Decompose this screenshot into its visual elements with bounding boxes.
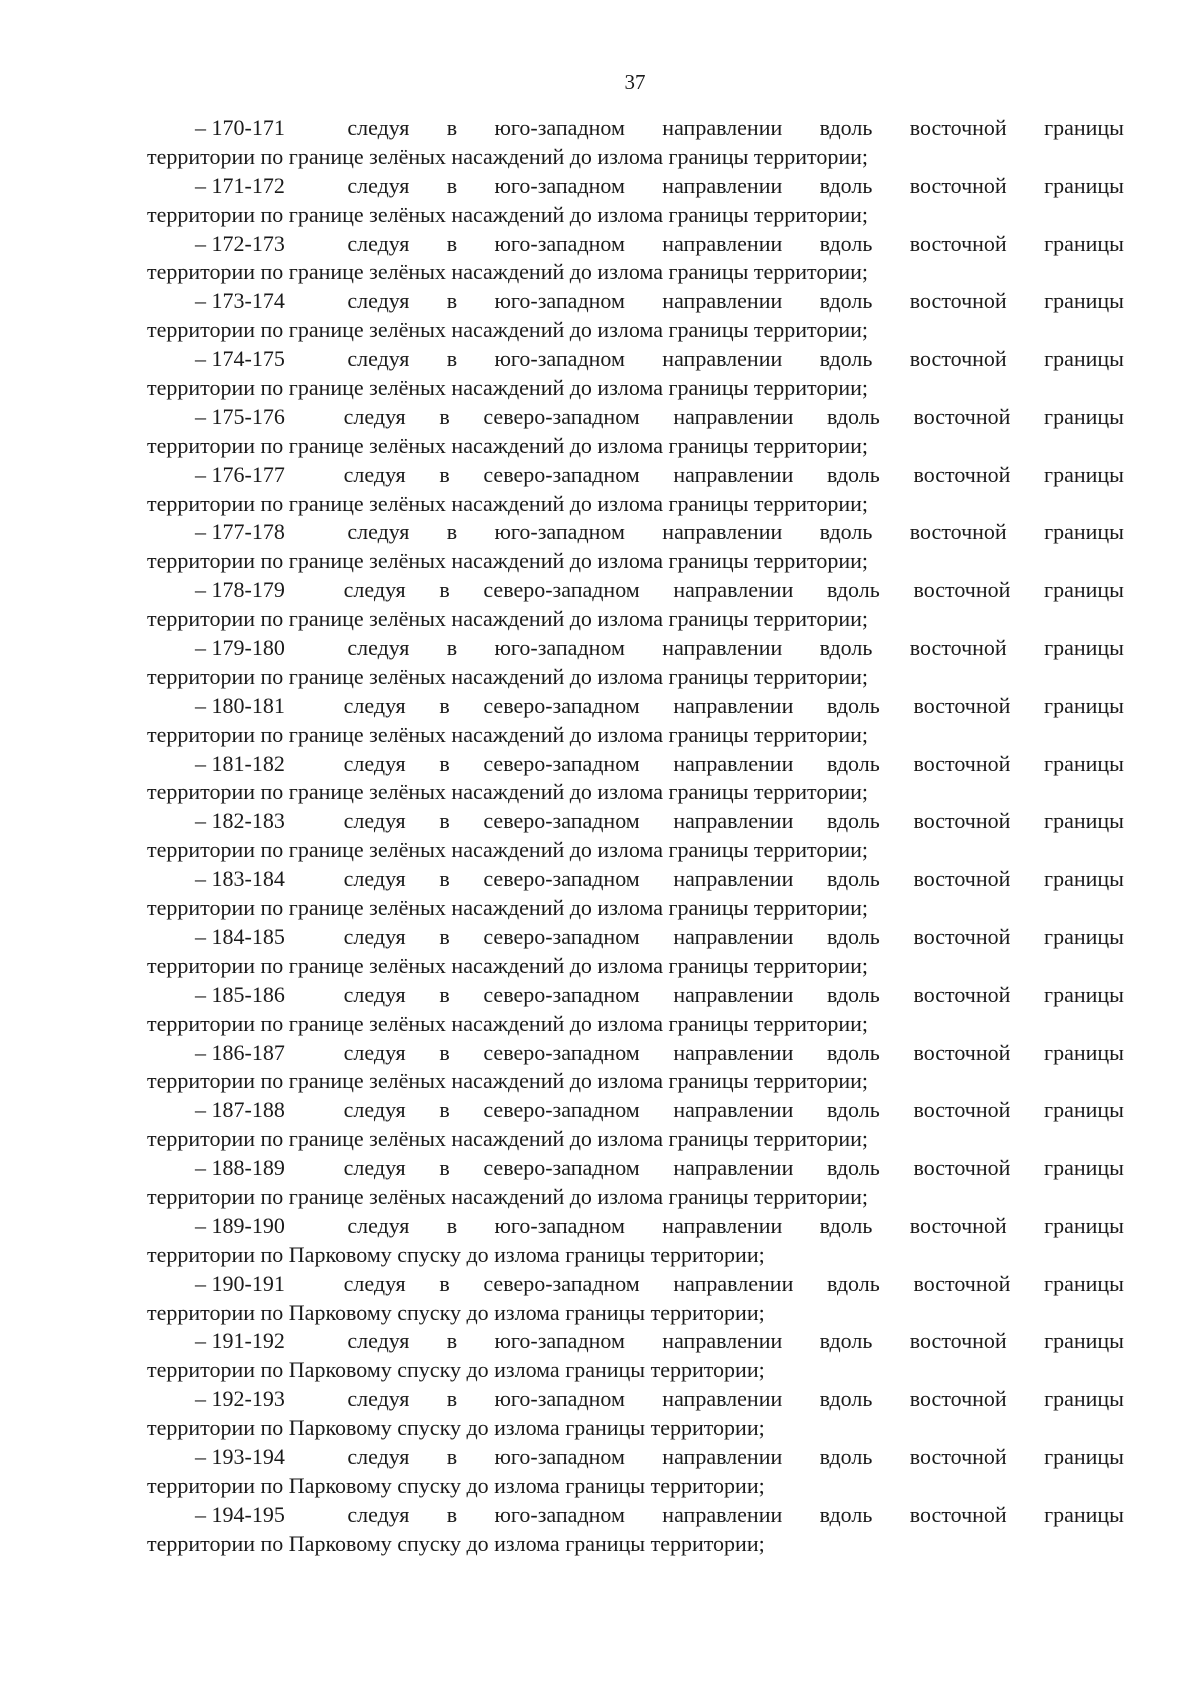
- entry-word: следуя: [347, 519, 410, 545]
- entry-word: юго-западном: [494, 115, 625, 140]
- entry-word: вдоль: [827, 808, 880, 834]
- entry-word: направлении: [662, 1212, 783, 1238]
- entry-first-line: [147, 518, 1124, 547]
- entry-word: границы: [1044, 403, 1124, 429]
- segment-range: – 191-192: [195, 1328, 285, 1354]
- entry-first-line: [147, 1039, 1124, 1068]
- entry-word: восточной: [909, 230, 1007, 256]
- entry-word: в: [446, 1212, 458, 1238]
- entry-first-line: [147, 981, 1124, 1010]
- entry-word: в: [439, 808, 450, 834]
- segment-range: – 185-186: [195, 981, 285, 1007]
- entry-word: восточной: [909, 172, 1007, 198]
- boundary-segment-entry: [147, 287, 1124, 345]
- entry-continuation: территории по Парковому спуску до излома границы территории;: [147, 1472, 765, 1498]
- entry-word: следуя: [343, 923, 406, 949]
- boundary-segment-entry: [147, 1327, 1124, 1385]
- entry-word: северо-западном: [483, 981, 640, 1007]
- entry-word: вдоль: [819, 346, 873, 372]
- entry-word: в: [446, 115, 458, 140]
- segment-range: – 177-178: [195, 519, 285, 545]
- entry-word: следуя: [343, 1155, 406, 1181]
- entry-word: восточной: [913, 750, 1011, 776]
- entry-word: в: [439, 692, 450, 718]
- entry-word: вдоль: [827, 461, 880, 487]
- entry-word: направлении: [662, 1328, 783, 1354]
- entry-first-line: [147, 1212, 1124, 1241]
- entry-word: восточной: [909, 1386, 1007, 1412]
- entry-word: направлении: [662, 519, 783, 545]
- entry-word: следуя: [347, 635, 410, 661]
- segment-range: – 181-182: [195, 750, 285, 776]
- entry-word: северо-западном: [483, 403, 640, 429]
- entry-word: направлении: [673, 1039, 794, 1065]
- entry-word: вдоль: [819, 115, 873, 140]
- entry-word: юго-западном: [494, 635, 625, 661]
- segment-range: – 173-174: [195, 288, 285, 314]
- entry-word: следуя: [347, 346, 410, 372]
- entry-word: следуя: [343, 1039, 406, 1065]
- entry-word: северо-западном: [483, 1270, 640, 1296]
- entry-word: северо-западном: [483, 577, 640, 603]
- entry-word: границы: [1044, 172, 1124, 198]
- entry-first-line: [147, 923, 1124, 952]
- entry-word: следуя: [343, 577, 406, 603]
- entry-word: в: [439, 403, 450, 429]
- entry-word: восточной: [913, 1097, 1011, 1123]
- entry-word: направлении: [673, 981, 794, 1007]
- entry-word: направлении: [673, 1155, 794, 1181]
- entry-word: границы: [1044, 1443, 1124, 1469]
- entry-word: следуя: [343, 1097, 406, 1123]
- entry-word: вдоль: [819, 1501, 873, 1527]
- boundary-segment-entry: [147, 403, 1124, 461]
- entry-first-line: [147, 750, 1124, 779]
- boundary-description-list: [147, 114, 1124, 1559]
- entry-word: следуя: [343, 981, 406, 1007]
- entry-word: юго-западном: [494, 172, 625, 198]
- entry-word: направлении: [662, 1443, 783, 1469]
- boundary-segment-entry: [147, 865, 1124, 923]
- entry-word: границы: [1044, 288, 1124, 314]
- entry-word: следуя: [343, 866, 406, 892]
- entry-word: северо-западном: [483, 1155, 640, 1181]
- entry-word: вдоль: [819, 288, 873, 314]
- entry-word: северо-западном: [483, 808, 640, 834]
- entry-word: юго-западном: [494, 1328, 625, 1354]
- entry-first-line: [147, 865, 1124, 894]
- entry-word: восточной: [909, 519, 1007, 545]
- entry-word: восточной: [909, 115, 1007, 140]
- boundary-segment-entry: [147, 634, 1124, 692]
- entry-word: северо-западном: [483, 692, 640, 718]
- entry-word: восточной: [909, 635, 1007, 661]
- entry-first-line: [147, 1327, 1124, 1356]
- boundary-segment-entry: [147, 1039, 1124, 1097]
- segment-range: – 190-191: [195, 1270, 285, 1296]
- entry-continuation: территории по границе зелёных насаждений до излома границы территории;: [147, 1068, 869, 1094]
- entry-word: в: [446, 519, 458, 545]
- entry-word: границы: [1044, 1097, 1124, 1123]
- entry-word: северо-западном: [483, 461, 640, 487]
- entry-first-line: [147, 1443, 1124, 1472]
- entry-word: в: [439, 1270, 450, 1296]
- entry-word: направлении: [673, 692, 794, 718]
- entry-word: в: [439, 1097, 450, 1123]
- entry-word: восточной: [909, 288, 1007, 314]
- entry-word: направлении: [673, 750, 794, 776]
- entry-word: вдоль: [827, 981, 880, 1007]
- entry-continuation: территории по границе зелёных насаждений до излома границы территории;: [147, 952, 869, 978]
- entry-first-line: [147, 461, 1124, 490]
- entry-word: границы: [1044, 750, 1124, 776]
- entry-word: вдоль: [827, 403, 880, 429]
- entry-word: в: [446, 1501, 458, 1527]
- entry-word: вдоль: [827, 1039, 880, 1065]
- entry-word: следуя: [343, 808, 406, 834]
- entry-first-line: [147, 1096, 1124, 1125]
- entry-word: границы: [1044, 1386, 1124, 1412]
- entry-word: северо-западном: [483, 866, 640, 892]
- segment-range: – 194-195: [195, 1501, 285, 1527]
- entry-word: границы: [1044, 1039, 1124, 1065]
- segment-range: – 182-183: [195, 808, 285, 834]
- entry-word: направлении: [673, 923, 794, 949]
- boundary-segment-entry: [147, 923, 1124, 981]
- entry-word: следуя: [347, 230, 410, 256]
- entry-continuation: территории по границе зелёных насаждений до излома границы территории;: [147, 259, 869, 285]
- entry-word: границы: [1044, 519, 1124, 545]
- entry-word: границы: [1044, 808, 1124, 834]
- entry-word: юго-западном: [494, 1443, 625, 1469]
- boundary-segment-entry: [147, 461, 1124, 519]
- entry-word: направлении: [673, 1270, 794, 1296]
- entry-word: в: [446, 346, 458, 372]
- entry-continuation: территории по границе зелёных насаждений до излома границы территории;: [147, 606, 869, 632]
- boundary-segment-entry: [147, 576, 1124, 634]
- segment-range: – 174-175: [195, 346, 285, 372]
- segment-range: – 179-180: [195, 635, 285, 661]
- entry-word: восточной: [909, 346, 1007, 372]
- entry-word: в: [439, 461, 450, 487]
- entry-word: следуя: [343, 750, 406, 776]
- entry-continuation: территории по Парковому спуску до излома границы территории;: [147, 1415, 765, 1441]
- entry-word: направлении: [673, 866, 794, 892]
- segment-range: – 171-172: [195, 172, 285, 198]
- entry-word: восточной: [909, 1212, 1007, 1238]
- entry-word: в: [439, 750, 450, 776]
- boundary-segment-entry: [147, 1270, 1124, 1328]
- entry-first-line: [147, 576, 1124, 605]
- entry-continuation: территории по границе зелёных насаждений до излома границы территории;: [147, 1010, 869, 1036]
- entry-word: северо-западном: [483, 923, 640, 949]
- segment-range: – 183-184: [195, 866, 285, 892]
- entry-word: направлении: [673, 577, 794, 603]
- page-number: 37: [624, 70, 646, 94]
- entry-word: вдоль: [819, 519, 873, 545]
- entry-word: юго-западном: [494, 1501, 625, 1527]
- entry-word: юго-западном: [494, 1212, 625, 1238]
- entry-word: юго-западном: [494, 519, 625, 545]
- entry-continuation: территории по Парковому спуску до излома границы территории;: [147, 1241, 765, 1267]
- boundary-segment-entry: [147, 981, 1124, 1039]
- entry-continuation: территории по границе зелёных насаждений до излома границы территории;: [147, 548, 869, 574]
- entry-word: восточной: [913, 1039, 1011, 1065]
- entry-word: восточной: [909, 1443, 1007, 1469]
- boundary-segment-entry: [147, 1443, 1124, 1501]
- entry-word: вдоль: [827, 1155, 880, 1181]
- segment-range: – 193-194: [195, 1443, 285, 1469]
- entry-word: границы: [1044, 1328, 1124, 1354]
- entry-word: направлении: [662, 1386, 783, 1412]
- entry-continuation: территории по границе зелёных насаждений до излома границы территории;: [147, 837, 869, 863]
- entry-word: в: [439, 577, 450, 603]
- entry-word: юго-западном: [494, 1386, 625, 1412]
- boundary-segment-entry: [147, 1501, 1124, 1559]
- entry-first-line: [147, 692, 1124, 721]
- entry-word: следуя: [343, 461, 406, 487]
- boundary-segment-entry: [147, 1385, 1124, 1443]
- entry-first-line: [147, 634, 1124, 663]
- entry-word: границы: [1044, 1155, 1124, 1181]
- entry-first-line: [147, 1501, 1124, 1530]
- entry-word: вдоль: [819, 230, 873, 256]
- entry-word: следуя: [347, 1501, 410, 1527]
- entry-continuation: территории по границе зелёных насаждений до излома границы территории;: [147, 432, 869, 458]
- entry-word: границы: [1044, 1270, 1124, 1296]
- entry-word: границы: [1044, 577, 1124, 603]
- entry-word: в: [446, 1386, 458, 1412]
- entry-word: границы: [1044, 635, 1124, 661]
- entry-word: северо-западном: [483, 1097, 640, 1123]
- entry-word: северо-западном: [483, 750, 640, 776]
- entry-word: вдоль: [819, 1328, 873, 1354]
- entry-word: границы: [1044, 346, 1124, 372]
- boundary-segment-entry: [147, 345, 1124, 403]
- entry-first-line: [147, 345, 1124, 374]
- boundary-segment-entry: [147, 1154, 1124, 1212]
- entry-word: восточной: [909, 1501, 1007, 1527]
- entry-word: в: [439, 866, 450, 892]
- entry-word: вдоль: [827, 692, 880, 718]
- entry-word: следуя: [343, 403, 406, 429]
- entry-word: восточной: [913, 692, 1011, 718]
- entry-word: следуя: [347, 1386, 410, 1412]
- segment-range: – 188-189: [195, 1155, 285, 1181]
- entry-word: направлении: [662, 230, 783, 256]
- entry-word: восточной: [913, 808, 1011, 834]
- boundary-segment-entry: [147, 1212, 1124, 1270]
- entry-word: в: [439, 1155, 450, 1181]
- entry-word: в: [446, 288, 458, 314]
- boundary-segment-entry: [147, 750, 1124, 808]
- entry-continuation: территории по границе зелёных насаждений до излома границы территории;: [147, 663, 869, 689]
- entry-word: восточной: [913, 461, 1011, 487]
- entry-word: вдоль: [827, 866, 880, 892]
- entry-word: вдоль: [827, 1097, 880, 1123]
- entry-word: границы: [1044, 981, 1124, 1007]
- entry-word: границы: [1044, 1212, 1124, 1238]
- entry-word: юго-западном: [494, 230, 625, 256]
- entry-word: вдоль: [819, 172, 873, 198]
- entry-word: в: [439, 981, 450, 1007]
- segment-range: – 172-173: [195, 230, 285, 256]
- entry-word: следуя: [347, 1443, 410, 1469]
- entry-continuation: территории по границе зелёных насаждений до излома границы территории;: [147, 779, 869, 805]
- entry-word: границы: [1044, 1501, 1124, 1527]
- entry-word: в: [446, 1328, 458, 1354]
- entry-first-line: [147, 287, 1124, 316]
- entry-continuation: территории по границе зелёных насаждений до излома границы территории;: [147, 721, 869, 747]
- entry-word: восточной: [913, 403, 1011, 429]
- entry-word: направлении: [662, 346, 783, 372]
- entry-word: юго-западном: [494, 346, 625, 372]
- entry-word: в: [446, 635, 458, 661]
- entry-continuation: территории по границе зелёных насаждений до излома границы территории;: [147, 490, 869, 516]
- entry-word: северо-западном: [483, 1039, 640, 1065]
- entry-word: направлении: [673, 808, 794, 834]
- entry-word: следуя: [347, 1328, 410, 1354]
- entry-word: границы: [1044, 230, 1124, 256]
- entry-continuation: территории по границе зелёных насаждений до излома границы территории;: [147, 201, 869, 227]
- entry-word: границы: [1044, 461, 1124, 487]
- segment-range: – 189-190: [195, 1212, 285, 1238]
- segment-range: – 176-177: [195, 461, 285, 487]
- entry-word: восточной: [913, 577, 1011, 603]
- boundary-segment-entry: [147, 518, 1124, 576]
- entry-first-line: [147, 114, 1124, 143]
- entry-word: следуя: [347, 1212, 410, 1238]
- entry-word: границы: [1044, 923, 1124, 949]
- entry-first-line: [147, 1270, 1124, 1299]
- entry-word: в: [446, 172, 458, 198]
- entry-word: направлении: [662, 115, 783, 140]
- entry-word: направлении: [662, 635, 783, 661]
- entry-word: границы: [1044, 115, 1124, 140]
- segment-range: – 186-187: [195, 1039, 285, 1065]
- entry-word: в: [446, 1443, 458, 1469]
- entry-first-line: [147, 172, 1124, 201]
- boundary-segment-entry: [147, 1096, 1124, 1154]
- entry-continuation: территории по Парковому спуску до излома границы территории;: [147, 1357, 765, 1383]
- entry-continuation: территории по границе зелёных насаждений до излома границы территории;: [147, 895, 869, 921]
- boundary-segment-entry: [147, 114, 1124, 172]
- entry-word: вдоль: [827, 1270, 880, 1296]
- segment-range: – 175-176: [195, 403, 285, 429]
- segment-range: – 178-179: [195, 577, 285, 603]
- entry-word: следуя: [347, 115, 410, 140]
- entry-word: юго-западном: [494, 288, 625, 314]
- entry-word: направлении: [662, 288, 783, 314]
- entry-word: восточной: [909, 1328, 1007, 1354]
- entry-word: вдоль: [819, 1443, 873, 1469]
- entry-word: восточной: [913, 981, 1011, 1007]
- boundary-segment-entry: [147, 172, 1124, 230]
- entry-first-line: [147, 807, 1124, 836]
- boundary-segment-entry: [147, 807, 1124, 865]
- entry-word: направлении: [673, 403, 794, 429]
- entry-word: следуя: [343, 692, 406, 718]
- segment-range: – 170-171: [195, 115, 285, 140]
- entry-word: восточной: [913, 866, 1011, 892]
- entry-continuation: территории по границе зелёных насаждений до излома границы территории;: [147, 1126, 869, 1152]
- entry-word: восточной: [913, 1270, 1011, 1296]
- entry-word: следуя: [343, 1270, 406, 1296]
- segment-range: – 184-185: [195, 923, 285, 949]
- entry-first-line: [147, 230, 1124, 259]
- entry-word: следуя: [347, 288, 410, 314]
- entry-word: направлении: [662, 1501, 783, 1527]
- entry-word: направлении: [662, 172, 783, 198]
- entry-word: вдоль: [827, 923, 880, 949]
- segment-range: – 187-188: [195, 1097, 285, 1123]
- entry-word: восточной: [913, 1155, 1011, 1181]
- entry-word: вдоль: [819, 635, 873, 661]
- entry-first-line: [147, 1385, 1124, 1414]
- entry-word: в: [439, 923, 450, 949]
- entry-word: в: [446, 230, 458, 256]
- segment-range: – 192-193: [195, 1386, 285, 1412]
- entry-first-line: [147, 403, 1124, 432]
- entry-continuation: территории по границе зелёных насаждений до излома границы территории;: [147, 375, 869, 401]
- entry-word: следуя: [347, 172, 410, 198]
- entry-continuation: территории по границе зелёных насаждений до излома границы территории;: [147, 143, 869, 169]
- entry-word: в: [439, 1039, 450, 1065]
- entry-continuation: территории по Парковому спуску до излома границы территории;: [147, 1299, 765, 1325]
- entry-word: вдоль: [819, 1386, 873, 1412]
- entry-continuation: территории по границе зелёных насаждений до излома границы территории;: [147, 317, 869, 343]
- segment-range: – 180-181: [195, 692, 285, 718]
- entry-word: границы: [1044, 866, 1124, 892]
- entry-word: границы: [1044, 692, 1124, 718]
- entry-word: направлении: [673, 1097, 794, 1123]
- boundary-segment-entry: [147, 230, 1124, 288]
- entry-word: направлении: [673, 461, 794, 487]
- boundary-segment-entry: [147, 692, 1124, 750]
- entry-word: восточной: [913, 923, 1011, 949]
- entry-continuation: территории по границе зелёных насаждений до излома границы территории;: [147, 1183, 869, 1209]
- entry-word: вдоль: [827, 577, 880, 603]
- entry-first-line: [147, 1154, 1124, 1183]
- entry-word: вдоль: [827, 750, 880, 776]
- entry-continuation: территории по Парковому спуску до излома границы территории;: [147, 1530, 765, 1556]
- entry-word: вдоль: [819, 1212, 873, 1238]
